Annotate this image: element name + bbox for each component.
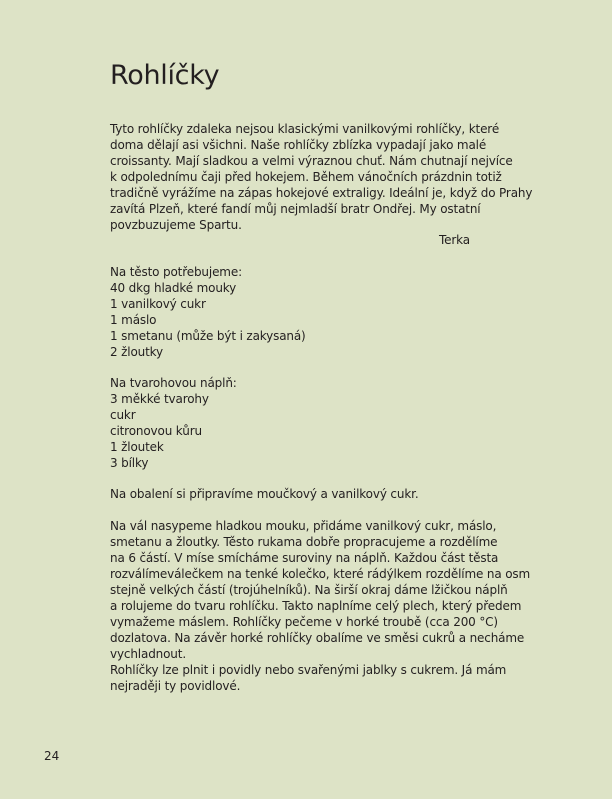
ingredient-item: 1 vanilkový cukr: [110, 297, 206, 311]
dough-heading: Na těsto potřebujeme:: [110, 265, 242, 279]
method-line: vymažeme máslem. Rohlíčky pečeme v horké troubě (cca 200 °C): [110, 615, 498, 629]
method-line: vychladnout.: [110, 647, 186, 661]
ingredient-item: 3 měkké tvarohy: [110, 392, 209, 406]
ingredient-item: 3 bílky: [110, 456, 149, 470]
author-signature: Terka: [439, 233, 470, 247]
ingredient-item: 2 žloutky: [110, 345, 164, 359]
intro-line: doma dělají asi všichni. Naše rohlíčky zblízka vypadají jako malé: [110, 138, 487, 152]
method-line: na 6 částí. V míse smícháme suroviny na náplň. Každou část těsta: [110, 551, 499, 565]
ingredient-item: 1 žloutek: [110, 440, 164, 454]
intro-line: tradičně vyrážíme na zápas hokejové extraligy. Ideální je, když do Prahy: [110, 186, 533, 200]
ingredient-item: citronovou kůru: [110, 424, 202, 438]
intro-line: croissanty. Mají sladkou a velmi výraznou chuť. Nám chutnají nejvíce: [110, 154, 513, 168]
filling-heading: Na tvarohovou náplň:: [110, 376, 237, 390]
method-line: rozválímeválečkem na tenké kolečko, které rádýlkem rozdělíme na osm: [110, 567, 531, 581]
method-line: dozlatova. Na závěr horké rohlíčky obalíme ve směsi cukrů a necháme: [110, 631, 525, 645]
ingredient-item: cukr: [110, 408, 136, 422]
ingredient-item: 1 smetanu (může být i zakysaná): [110, 329, 306, 343]
method-line: nejraději ty povidlové.: [110, 679, 241, 693]
method-line: stejně velkých částí (trojúhelníků). Na širší okraj dáme lžičkou náplň: [110, 583, 508, 597]
method-line: Na vál nasypeme hladkou mouku, přidáme vanilkový cukr, máslo,: [110, 519, 497, 533]
ingredient-item: 1 máslo: [110, 313, 157, 327]
intro-line: zavítá Plzeň, které fandí můj nejmladší bratr Ondřej. My ostatní: [110, 202, 481, 216]
page-number: 24: [44, 749, 60, 763]
coating-text: Na obalení si připravíme moučkový a vanilkový cukr.: [110, 487, 419, 501]
ingredient-item: 40 dkg hladké mouky: [110, 281, 237, 295]
method-line: smetanu a žloutky. Těsto rukama dobře propracujeme a rozdělíme: [110, 535, 498, 549]
method-line: a rolujeme do tvaru rohlíčku. Takto naplníme celý plech, který předem: [110, 599, 522, 613]
method-line: Rohlíčky lze plnit i povidly nebo svařenými jablky s cukrem. Já mám: [110, 663, 507, 677]
intro-line: Tyto rohlíčky zdaleka nejsou klasickými vanilkovými rohlíčky, které: [110, 122, 500, 136]
intro-line: k odpolednímu čaji před hokejem. Během vánočních prázdnin totiž: [110, 170, 502, 184]
page-title: Rohlíčky: [110, 60, 220, 91]
intro-line: povzbuzujeme Spartu.: [110, 218, 242, 232]
